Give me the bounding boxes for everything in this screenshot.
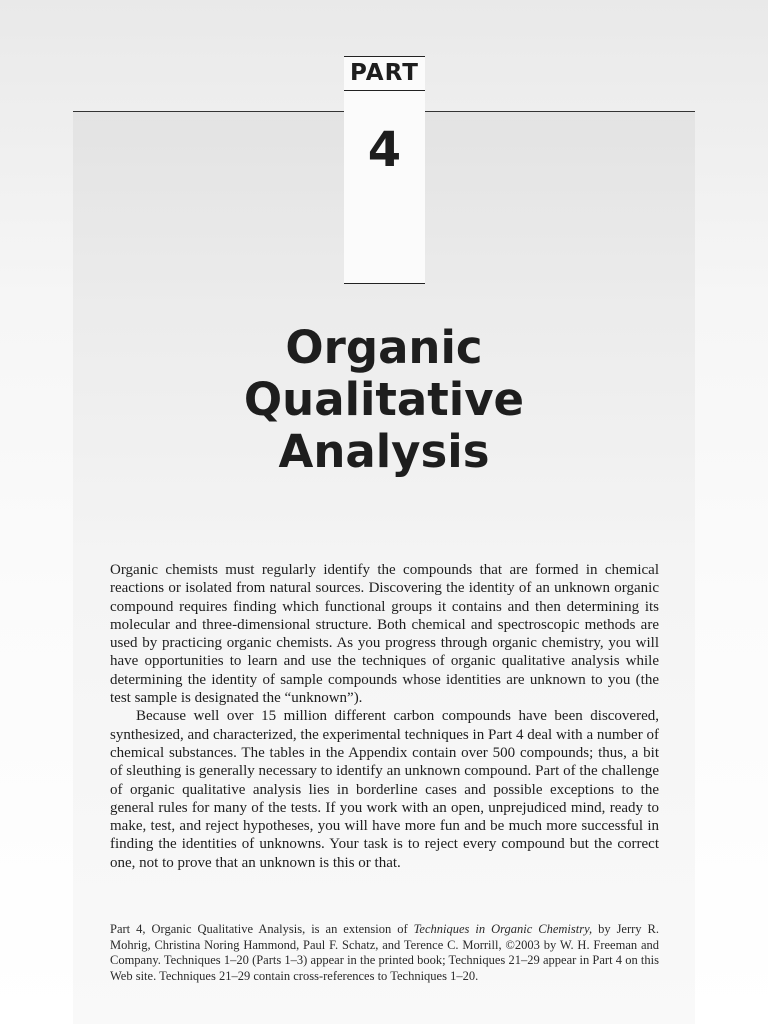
part-label: PART: [350, 60, 419, 86]
intro-paragraph-2: Because well over 15 million different carbon compounds have been discovered, synthesized, and characterized, the experimental techniques in Part 4 deal with a number of chemical substances. The tables in the Appendix contain over 500 compounds; thus, a bit of sleuthing is generally necessary to identify an unknown compound. Part of the challenge of organic qualitative analysis lies in borderline cases and possible exceptions to the general rules for many of the tests. If you work with an open, unprejudiced mind, ready to make, test, and reject hypotheses, you will have more fun and be much more successful in finding the identities of unknowns. Your task is to reject every compound but the correct one, not to prove that an unknown is this or that.: [110, 708, 659, 871]
chapter-title-line-3: Analysis: [278, 425, 490, 478]
chapter-title-line-2: Qualitative: [243, 373, 525, 426]
intro-paragraph-1: Organic chemists must regularly identify the compounds that are formed in chemical reactions or isolated from natural sources. Discovering the identity of an unknown organic compound requires finding which functional groups it contains and then determining its molecular and three-dimensional structure. Both chemical and spectroscopic methods are used by practicing organic chemists. As you progress through organic chemistry, you will have opportunities to learn and use the techniques of organic qualitative analysis while determining the identity of sample compounds whose identities are unknown to you (the test sample is designated the “unknown”).: [110, 562, 659, 707]
part-tab-top-rule: [344, 56, 425, 57]
footnote-text-before: Part 4, Organic Qualitative Analysis, is an extension of: [110, 922, 414, 936]
intro-body: [110, 561, 659, 872]
source-footnote: [110, 922, 659, 985]
chapter-title: [0, 322, 768, 478]
part-tab-bottom-rule: [344, 283, 425, 284]
footnote-book-title: Techniques in Organic Chemistry,: [413, 922, 593, 936]
chapter-title-line-1: Organic: [285, 321, 483, 374]
part-number: 4: [367, 122, 402, 178]
part-tab-middle-rule: [344, 90, 425, 91]
footnote-text-after: by Jerry R. Mohrig, Christina Noring Hammond, Paul F. Schatz, and Terence C. Morrill, ©2003 by W. H. Freeman and Company. Techniques 1–20 (Parts 1–3) appear in the printed book; Techniques 21–29 appear in Part 4 on this Web site. Techniques 21–29 contain cross-references to Techniques 1–20.: [110, 922, 660, 984]
